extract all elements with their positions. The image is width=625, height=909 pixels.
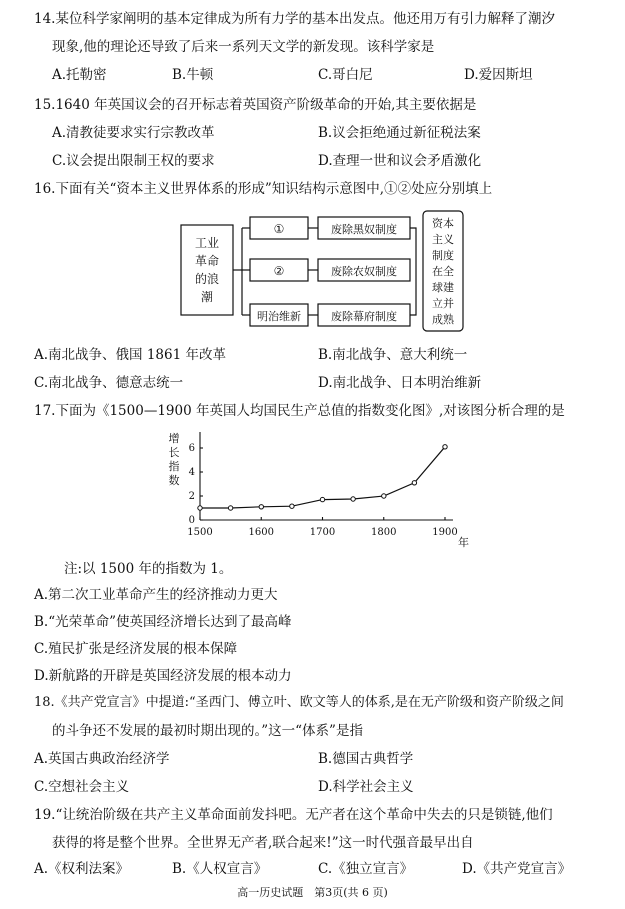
chart-x-tick-label: 1900 — [432, 527, 458, 538]
diagram-right-line5: 球建 — [432, 281, 454, 294]
q15-option-d: D.查理一世和议会矛盾激化 — [318, 153, 482, 169]
q16-stem: 16.下面有关“资本主义世界体系的形成”知识结构示意图中,①②处应分别填上 — [34, 181, 493, 197]
q14-stem-line2: 现象,他的理论还导致了后来一系列天文学的新发现。该科学家是 — [52, 39, 435, 55]
diagram-box-3-label: 明治维新 — [257, 310, 301, 323]
diagram-right-line7: 成熟 — [432, 313, 454, 326]
chart-xlabel: 年 — [458, 536, 469, 549]
diagram-right-line4: 在全 — [432, 265, 454, 278]
diagram-right-line2: 主义 — [432, 233, 454, 246]
q17-option-b: B.“光荣革命”使英国经济增长达到了最高峰 — [34, 614, 292, 630]
diagram-right-line3: 制度 — [432, 249, 454, 262]
chart-y-tick-label: 2 — [188, 491, 195, 502]
chart-ylabel-char1: 增 — [168, 432, 180, 445]
chart-ylabel-char4: 数 — [168, 474, 180, 487]
chart-data-point — [259, 505, 263, 509]
q14-option-a: A.托勒密 — [52, 67, 107, 83]
chart-x-tick-label: 1800 — [371, 527, 397, 538]
q17-note: 注:以 1500 年的指数为 1。 — [64, 561, 233, 577]
q15-stem: 15.1640 年英国议会的召开标志着英国资产阶级革命的开始,其主要依据是 — [34, 97, 477, 113]
diagram-effect-1-label: 废除黑奴制度 — [331, 223, 397, 236]
q14-option-b: B.牛顿 — [172, 67, 214, 83]
q15-option-a: A.清教徒要求实行宗教改革 — [52, 125, 215, 141]
q17-stem: 17.下面为《1500—1900 年英国人均国民生产总值的指数变化图》,对该图分析合理的是 — [34, 403, 565, 419]
q16-option-c: C.南北战争、德意志统一 — [34, 375, 184, 391]
q18-option-b: B.德国古典哲学 — [318, 751, 414, 767]
diagram-left-line4: 潮 — [200, 290, 214, 304]
q18-option-a: A.英国古典政治经济学 — [34, 751, 170, 767]
gnp-index-line-chart — [160, 428, 470, 553]
q19-option-a: A.《权利法案》 — [34, 861, 130, 877]
q17-option-d: D.新航路的开辟是英国经济发展的根本动力 — [34, 668, 292, 684]
chart-data-point — [351, 497, 355, 501]
diagram-right-line1: 资本 — [432, 217, 454, 230]
q19-option-b: B.《人权宣言》 — [172, 861, 268, 877]
q14-stem-line1: 14.某位科学家阐明的基本定律成为所有力学的基本出发点。他还用万有引力解释了潮汐 — [34, 11, 555, 27]
q14-option-c: C.哥白尼 — [318, 67, 373, 83]
diagram-box-1-label: ① — [273, 222, 285, 236]
chart-y-tick-label: 0 — [188, 515, 195, 526]
q18-stem-line2: 的斗争还不发展的最初时期出现的。”这一“体系”是指 — [52, 723, 363, 739]
chart-y-tick-label: 4 — [188, 467, 195, 478]
chart-data-point — [412, 481, 416, 485]
chart-data-point — [382, 494, 386, 498]
chart-ylabel-char2: 长 — [168, 446, 180, 459]
q16-structure-diagram — [0, 205, 625, 335]
chart-data-point — [290, 504, 294, 508]
chart-y-tick-label: 6 — [188, 443, 195, 454]
chart-data-point — [443, 445, 447, 449]
q19-stem-line2: 获得的将是整个世界。全世界无产者,联合起来!”这一时代强音最早出自 — [52, 835, 474, 851]
q17-option-c: C.殖民扩张是经济发展的根本保障 — [34, 641, 238, 657]
chart-x-tick-label: 1700 — [309, 527, 336, 538]
chart-x-tick-label: 1600 — [248, 527, 274, 538]
chart-data-point — [320, 497, 324, 501]
diagram-left-line1: 工业 — [194, 236, 220, 250]
q19-option-c: C.《独立宣言》 — [318, 861, 414, 877]
diagram-left-line2: 革命 — [194, 254, 220, 268]
q15-option-b: B.议会拒绝通过新征税法案 — [318, 125, 481, 141]
page-footer: 高一历史试题 第3页(共 6 页) — [237, 886, 388, 899]
q17-option-a: A.第二次工业革命产生的经济推动力更大 — [34, 587, 278, 603]
diagram-right-line6: 立并 — [432, 297, 454, 310]
diagram-left-line3: 的浪 — [194, 272, 220, 286]
chart-ylabel-char3: 指 — [168, 460, 180, 473]
q16-option-b: B.南北战争、意大利统一 — [318, 347, 468, 363]
chart-data-point — [198, 506, 202, 510]
chart-data-point — [228, 506, 232, 510]
q14-option-d: D.爱因斯坦 — [464, 67, 533, 83]
q16-option-d: D.南北战争、日本明治维新 — [318, 375, 482, 391]
diagram-effect-2-label: 废除农奴制度 — [331, 265, 397, 278]
q19-stem-line1: 19.“让统治阶级在共产主义革命面前发抖吧。无产者在这个革命中失去的只是锁链,他们 — [34, 807, 553, 823]
q18-stem-line1: 18.《共产党宣言》中提道:“圣西门、傅立叶、欧文等人的体系,是在无产阶级和资产阶级之间 — [34, 695, 564, 710]
q16-option-a: A.南北战争、俄国 1861 年改革 — [34, 347, 226, 363]
diagram-effect-3-label: 废除幕府制度 — [331, 310, 397, 323]
q19-option-d: D.《共产党宣言》 — [462, 861, 572, 877]
q15-option-c: C.议会提出限制王权的要求 — [52, 153, 215, 169]
chart-x-tick-label: 1500 — [187, 527, 213, 538]
diagram-box-2-label: ② — [273, 264, 285, 278]
q18-option-d: D.科学社会主义 — [318, 779, 414, 795]
q18-option-c: C.空想社会主义 — [34, 779, 130, 795]
